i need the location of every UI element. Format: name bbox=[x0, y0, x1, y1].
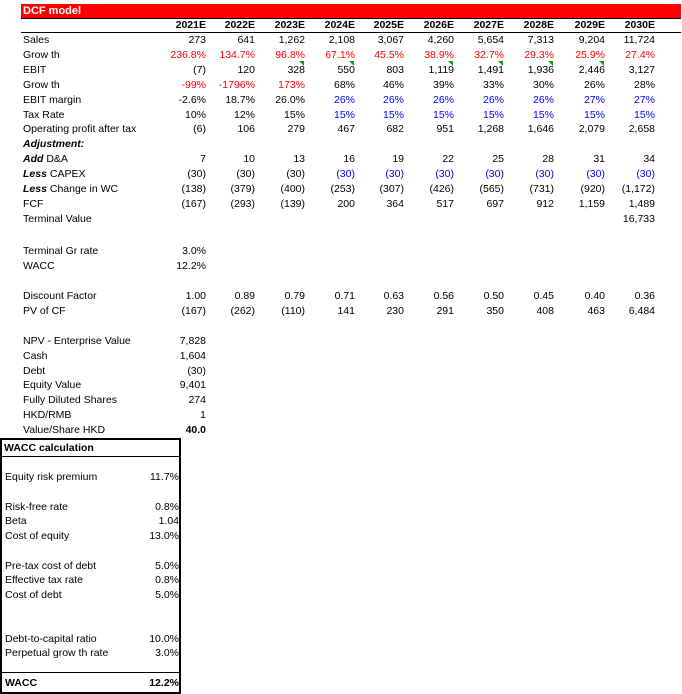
value-cell[interactable]: 45.5% bbox=[374, 48, 404, 61]
comment-marker bbox=[299, 61, 304, 66]
value-cell[interactable]: (167) bbox=[181, 304, 206, 317]
value-cell[interactable]: 18.7% bbox=[225, 93, 255, 106]
value-cell[interactable]: (400) bbox=[280, 183, 305, 195]
comment-marker bbox=[349, 61, 354, 66]
valuation-label: HKD/RMB bbox=[23, 409, 72, 421]
value-cell[interactable]: 951 bbox=[436, 123, 454, 136]
year-header: 2030E bbox=[624, 19, 655, 31]
value-cell[interactable]: (167) bbox=[181, 197, 206, 210]
value-cell[interactable]: 26% bbox=[382, 93, 404, 106]
comment-marker bbox=[498, 61, 503, 66]
value-cell[interactable]: (30) bbox=[636, 168, 655, 181]
value-cell[interactable]: 230 bbox=[386, 304, 404, 317]
value-cell[interactable]: 29.3% bbox=[524, 48, 554, 61]
value-cell[interactable]: (30) bbox=[187, 168, 206, 181]
value-cell[interactable]: 274 bbox=[188, 394, 206, 407]
valuation-label: Equity Value bbox=[23, 379, 82, 392]
value-cell[interactable]: (30) bbox=[286, 168, 305, 181]
value-cell[interactable]: 1,262 bbox=[278, 34, 305, 46]
value-cell[interactable]: 46% bbox=[382, 78, 404, 91]
value-cell[interactable]: 96.8% bbox=[275, 48, 305, 61]
value-cell[interactable]: 10% bbox=[184, 108, 206, 121]
value-cell[interactable]: 15% bbox=[432, 108, 454, 121]
value-cell[interactable]: 682 bbox=[386, 123, 404, 136]
table-row bbox=[21, 167, 681, 181]
valuation-row bbox=[21, 364, 681, 378]
value-cell[interactable]: 28% bbox=[633, 78, 655, 91]
value-cell[interactable]: 13 bbox=[293, 153, 305, 166]
value-cell[interactable]: 517 bbox=[436, 197, 454, 210]
value-cell[interactable]: 200 bbox=[337, 197, 355, 210]
value-cell[interactable]: 0.45 bbox=[533, 290, 554, 302]
value-cell[interactable]: 2,658 bbox=[628, 123, 655, 136]
value-cell[interactable]: 803 bbox=[386, 63, 404, 76]
title-banner bbox=[21, 4, 681, 19]
value-cell[interactable]: 106 bbox=[237, 123, 255, 136]
wacc-calculation-box bbox=[0, 438, 181, 694]
value-cell[interactable]: 236.8% bbox=[170, 48, 206, 61]
value-cell[interactable]: 173% bbox=[278, 78, 305, 91]
valuation-label: Cash bbox=[23, 349, 48, 362]
value-cell[interactable]: 40.0 bbox=[185, 423, 206, 436]
value-cell[interactable]: (30) bbox=[187, 364, 206, 377]
value-cell[interactable]: 3.0% bbox=[182, 245, 206, 257]
discount-label: PV of CF bbox=[23, 304, 66, 317]
wacc-label: Perpetual grow th rate bbox=[5, 647, 109, 659]
value-cell[interactable]: 1,604 bbox=[179, 349, 206, 362]
value-cell[interactable]: 67.1% bbox=[325, 48, 355, 61]
value-cell[interactable]: 15% bbox=[482, 108, 504, 121]
value-cell[interactable]: 1 bbox=[200, 409, 206, 421]
value-cell[interactable]: (253) bbox=[330, 183, 355, 195]
value-cell[interactable]: 1,936 bbox=[527, 63, 554, 76]
value-cell[interactable]: (30) bbox=[586, 168, 605, 181]
value-cell[interactable]: 19 bbox=[392, 153, 404, 166]
value-cell[interactable]: 3,127 bbox=[628, 63, 655, 76]
year-header-row bbox=[21, 18, 681, 33]
comment-marker bbox=[548, 61, 553, 66]
valuation-row bbox=[21, 349, 681, 363]
row-label: Grow th bbox=[23, 78, 60, 91]
value-cell[interactable]: (426) bbox=[429, 183, 454, 195]
value-cell[interactable]: 912 bbox=[536, 197, 554, 210]
value-cell[interactable]: 15% bbox=[532, 108, 554, 121]
table-row bbox=[21, 152, 681, 166]
valuation-label: Debt bbox=[23, 364, 46, 377]
row-label: EBIT margin bbox=[23, 93, 82, 106]
valuation-row bbox=[21, 408, 681, 422]
table-row bbox=[21, 108, 681, 122]
value-cell[interactable]: 25.9% bbox=[575, 48, 605, 61]
value-cell[interactable]: (30) bbox=[435, 168, 454, 181]
row-label: Grow th bbox=[23, 48, 60, 61]
value-cell[interactable]: 550 bbox=[337, 63, 355, 76]
wacc-label: Effective tax rate bbox=[5, 574, 84, 586]
wacc-value[interactable]: 5.0% bbox=[155, 589, 179, 601]
sheet-title[interactable]: DCF model bbox=[23, 5, 82, 17]
value-cell[interactable]: 7,313 bbox=[527, 34, 554, 46]
value-cell[interactable]: 2,446 bbox=[578, 63, 605, 76]
value-cell[interactable]: 26% bbox=[432, 93, 454, 106]
value-cell[interactable]: 0.36 bbox=[634, 290, 655, 302]
valuation-label: Value/Share HKD bbox=[23, 423, 106, 436]
value-cell[interactable]: (6) bbox=[193, 123, 206, 136]
assumption-label: Terminal Gr rate bbox=[23, 245, 99, 257]
value-cell[interactable]: 7,828 bbox=[179, 335, 206, 347]
comment-marker bbox=[448, 61, 453, 66]
wacc-value[interactable]: 3.0% bbox=[155, 647, 179, 659]
wacc-label: Cost of equity bbox=[5, 530, 70, 542]
wacc-value[interactable]: 0.8% bbox=[155, 501, 179, 513]
value-cell[interactable]: 15% bbox=[333, 108, 355, 121]
value-cell[interactable]: (30) bbox=[535, 168, 554, 181]
value-cell[interactable]: 641 bbox=[237, 34, 255, 46]
value-cell[interactable]: 38.9% bbox=[424, 48, 454, 61]
value-cell[interactable]: 1,646 bbox=[527, 123, 554, 136]
value-cell[interactable]: 26% bbox=[583, 78, 605, 91]
value-cell[interactable]: -99% bbox=[181, 78, 206, 91]
value-cell[interactable]: 12% bbox=[233, 108, 255, 121]
value-cell[interactable]: (307) bbox=[379, 183, 404, 195]
row-label: Sales bbox=[23, 34, 50, 46]
year-header: 2025E bbox=[373, 19, 404, 31]
value-cell[interactable]: 2,079 bbox=[578, 123, 605, 136]
value-cell[interactable]: (7) bbox=[193, 63, 206, 76]
value-cell[interactable]: -1796% bbox=[218, 78, 255, 91]
wacc-label: Beta bbox=[5, 515, 27, 527]
value-cell[interactable]: (30) bbox=[385, 168, 404, 181]
value-cell[interactable]: (30) bbox=[336, 168, 355, 181]
wacc-value[interactable]: 12.2% bbox=[149, 677, 179, 689]
table-row bbox=[21, 63, 681, 77]
row-label: Terminal Value bbox=[23, 212, 92, 225]
wacc-label: Pre-tax cost of debt bbox=[5, 560, 97, 572]
table-row bbox=[21, 182, 681, 196]
wacc-total-divider bbox=[2, 672, 179, 673]
value-cell[interactable]: 9,204 bbox=[578, 34, 605, 46]
valuation-row bbox=[21, 334, 681, 348]
value-cell[interactable]: 3,067 bbox=[377, 34, 404, 46]
row-label-text: CAPEX bbox=[46, 168, 86, 181]
value-cell[interactable]: 0.71 bbox=[334, 290, 355, 302]
discount-row bbox=[21, 304, 681, 318]
valuation-label: Fully Diluted Shares bbox=[23, 394, 117, 407]
value-cell[interactable]: 15% bbox=[283, 108, 305, 121]
value-cell[interactable]: 27% bbox=[633, 93, 655, 106]
value-cell[interactable]: 0.79 bbox=[284, 290, 305, 302]
value-cell[interactable]: 1,119 bbox=[428, 63, 454, 76]
row-label: Operating profit after tax bbox=[23, 123, 137, 136]
value-cell[interactable]: -2.6% bbox=[178, 93, 206, 106]
valuation-row bbox=[21, 378, 681, 392]
value-cell[interactable]: 1,159 bbox=[578, 197, 605, 210]
value-cell[interactable]: 9,401 bbox=[179, 379, 206, 392]
value-cell[interactable]: 7 bbox=[200, 153, 206, 166]
table-row bbox=[21, 78, 681, 92]
row-label-keyword: Less bbox=[23, 168, 47, 181]
value-cell[interactable]: 26% bbox=[532, 93, 554, 106]
table-row bbox=[21, 122, 681, 136]
row-label: EBIT bbox=[23, 63, 47, 76]
value-cell[interactable]: 12.2% bbox=[176, 259, 206, 272]
value-cell[interactable]: 27% bbox=[583, 93, 605, 106]
value-cell[interactable]: 120 bbox=[237, 63, 255, 76]
value-cell[interactable]: 31 bbox=[593, 153, 605, 166]
year-header: 2029E bbox=[574, 19, 605, 31]
value-cell[interactable]: 15% bbox=[633, 108, 655, 121]
value-cell[interactable]: 28 bbox=[542, 153, 554, 166]
value-cell[interactable]: (110) bbox=[281, 304, 305, 317]
row-label bbox=[23, 152, 68, 166]
value-cell[interactable]: 10 bbox=[243, 153, 255, 166]
row-label-text: D&A bbox=[43, 153, 68, 166]
wacc-label: Debt-to-capital ratio bbox=[5, 633, 97, 645]
valuation-row bbox=[21, 393, 681, 407]
discount-row bbox=[21, 289, 681, 303]
wacc-label: Cost of debt bbox=[5, 589, 62, 601]
wacc-value[interactable]: 0.8% bbox=[155, 574, 179, 586]
value-cell[interactable]: 68% bbox=[333, 78, 355, 91]
value-cell[interactable]: 15% bbox=[382, 108, 404, 121]
value-cell[interactable]: 279 bbox=[287, 123, 305, 136]
value-cell[interactable]: 1,268 bbox=[477, 123, 504, 136]
valuation-label: NPV - Enterprise Value bbox=[23, 335, 131, 347]
value-cell[interactable]: 134.7% bbox=[219, 48, 255, 61]
value-cell[interactable]: (920) bbox=[580, 183, 605, 195]
comment-marker bbox=[599, 61, 604, 66]
value-cell[interactable]: (293) bbox=[230, 197, 255, 210]
value-cell[interactable]: 0.63 bbox=[383, 290, 404, 302]
value-cell[interactable]: (565) bbox=[479, 183, 504, 195]
table-row bbox=[21, 48, 681, 62]
wacc-title-divider bbox=[2, 456, 179, 457]
row-label: FCF bbox=[23, 197, 44, 210]
value-cell[interactable]: 1.00 bbox=[185, 290, 206, 302]
value-cell[interactable]: 697 bbox=[486, 197, 504, 210]
assumption-row bbox=[21, 259, 681, 273]
discount-label: Discount Factor bbox=[23, 290, 97, 302]
value-cell[interactable]: 273 bbox=[188, 34, 206, 46]
wacc-column-divider bbox=[179, 440, 180, 692]
value-cell[interactable]: 5,654 bbox=[477, 34, 504, 46]
year-header: 2023E bbox=[274, 19, 305, 31]
value-cell[interactable]: 1,489 bbox=[628, 197, 655, 210]
value-cell[interactable]: 33% bbox=[482, 78, 504, 91]
value-cell[interactable]: 26% bbox=[482, 93, 504, 106]
value-cell[interactable]: 6,484 bbox=[628, 304, 655, 317]
year-header: 2024E bbox=[324, 19, 355, 31]
value-cell[interactable]: 27.4% bbox=[625, 48, 655, 61]
value-cell[interactable]: (1,172) bbox=[621, 183, 655, 195]
value-cell[interactable]: 11,724 bbox=[623, 34, 655, 46]
table-row bbox=[21, 137, 681, 151]
value-cell[interactable]: (139) bbox=[280, 197, 305, 210]
value-cell[interactable]: 0.89 bbox=[234, 290, 255, 302]
wacc-box-title: WACC calculation bbox=[4, 442, 94, 454]
year-header: 2026E bbox=[423, 19, 454, 31]
year-header: 2021E bbox=[175, 19, 206, 31]
valuation-row bbox=[21, 423, 681, 437]
value-cell[interactable]: 16,733 bbox=[622, 212, 655, 225]
table-row bbox=[21, 197, 681, 211]
value-cell[interactable]: 350 bbox=[486, 304, 504, 317]
wacc-label: Equity risk premium bbox=[5, 471, 98, 483]
value-cell[interactable]: (30) bbox=[236, 168, 255, 181]
wacc-label: WACC bbox=[5, 677, 38, 689]
row-label-keyword: Add bbox=[23, 153, 44, 166]
value-cell[interactable]: 34 bbox=[643, 153, 655, 166]
value-cell[interactable]: 25 bbox=[492, 153, 504, 166]
value-cell[interactable]: 467 bbox=[337, 123, 355, 136]
row-label-keyword: Less bbox=[23, 183, 47, 195]
value-cell[interactable]: 39% bbox=[432, 78, 454, 91]
value-cell[interactable]: (731) bbox=[529, 183, 554, 195]
value-cell[interactable]: 15% bbox=[583, 108, 605, 121]
wacc-label: Risk-free rate bbox=[5, 501, 69, 513]
assumption-row bbox=[21, 244, 681, 258]
value-cell[interactable]: 22 bbox=[442, 153, 454, 166]
wacc-value[interactable]: 5.0% bbox=[155, 560, 179, 572]
year-header: 2022E bbox=[224, 19, 255, 31]
value-cell[interactable]: 16 bbox=[343, 153, 355, 166]
value-cell[interactable]: 291 bbox=[436, 304, 454, 317]
assumption-label: WACC bbox=[23, 259, 55, 272]
row-label: Adjustment: bbox=[23, 138, 85, 151]
table-row bbox=[21, 212, 681, 226]
row-label bbox=[23, 182, 118, 196]
value-cell[interactable]: 32.7% bbox=[474, 48, 504, 61]
value-cell[interactable]: 364 bbox=[386, 197, 404, 210]
year-header: 2027E bbox=[473, 19, 504, 31]
row-label bbox=[23, 167, 85, 181]
value-cell[interactable]: 0.50 bbox=[483, 290, 504, 302]
wacc-value[interactable]: 11.7% bbox=[150, 471, 179, 483]
table-row bbox=[21, 93, 681, 107]
table-row bbox=[21, 33, 681, 47]
wacc-value[interactable]: 13.0% bbox=[149, 530, 179, 542]
value-cell[interactable]: 30% bbox=[532, 78, 554, 91]
value-cell[interactable]: 328 bbox=[287, 63, 305, 76]
wacc-value[interactable]: 1.04 bbox=[158, 515, 179, 527]
value-cell[interactable]: 4,260 bbox=[427, 34, 454, 46]
value-cell[interactable]: 408 bbox=[536, 304, 554, 317]
value-cell[interactable]: (262) bbox=[230, 304, 255, 317]
value-cell[interactable]: (138) bbox=[181, 183, 206, 195]
value-cell[interactable]: 0.56 bbox=[433, 290, 454, 302]
wacc-value[interactable]: 10.0% bbox=[149, 633, 179, 645]
value-cell[interactable]: 2,108 bbox=[328, 34, 355, 46]
value-cell[interactable]: 26.0% bbox=[275, 93, 305, 106]
value-cell[interactable]: 26% bbox=[333, 93, 355, 106]
value-cell[interactable]: (30) bbox=[485, 168, 504, 181]
row-label: Tax Rate bbox=[23, 108, 65, 121]
value-cell[interactable]: 463 bbox=[587, 304, 605, 317]
value-cell[interactable]: 141 bbox=[337, 304, 355, 317]
year-header: 2028E bbox=[523, 19, 554, 31]
value-cell[interactable]: 1,491 bbox=[477, 63, 504, 76]
row-label-text: Change in WC bbox=[46, 183, 119, 195]
value-cell[interactable]: (379) bbox=[230, 183, 255, 195]
value-cell[interactable]: 0.40 bbox=[584, 290, 605, 302]
